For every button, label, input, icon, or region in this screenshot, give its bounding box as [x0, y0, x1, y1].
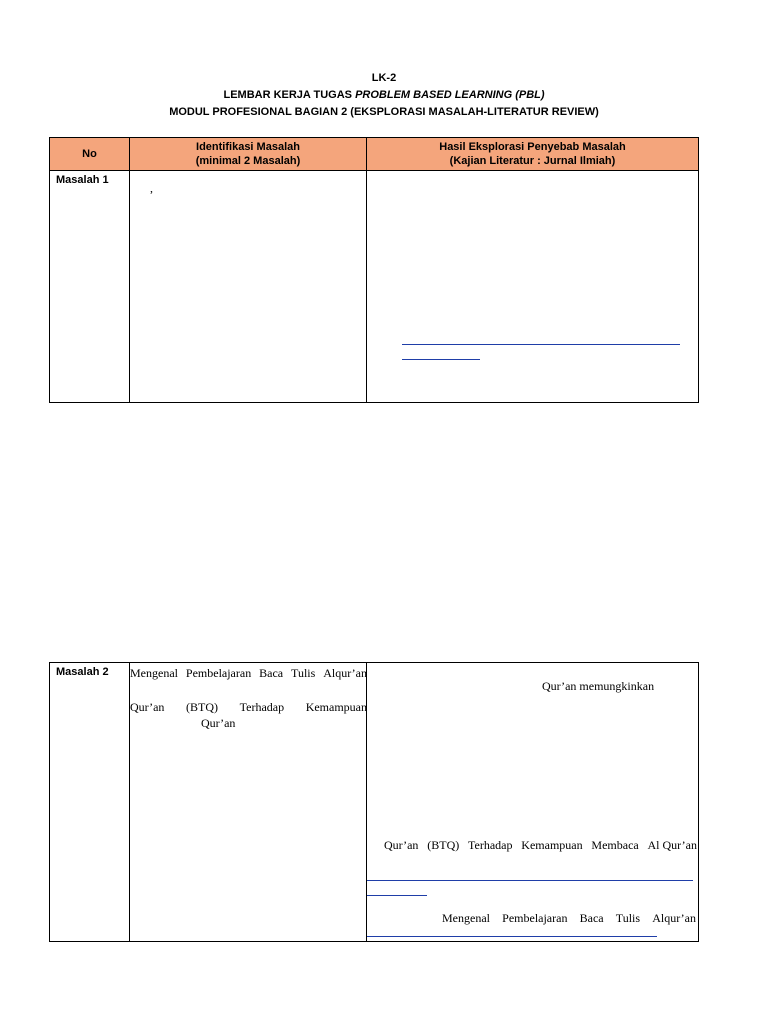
word: Terhadap — [239, 700, 285, 714]
worksheet-title — [0, 88, 768, 102]
worksheet-code: LK-2 — [371, 72, 397, 84]
worksheet-subtitle: MODUL PROFESIONAL BAGIAN 2 (EKSPLORASI MASALAH-LITERATUR REVIEW) — [169, 106, 599, 118]
word: Pembelajaran — [185, 666, 252, 680]
word: (BTQ) — [427, 838, 460, 852]
col-header-no-text: No — [82, 148, 97, 160]
identifikasi-cell-1 — [130, 171, 367, 403]
col-header-identifikasi-line1: Identifikasi Masalah — [196, 141, 300, 153]
word: Alqur’an — [323, 666, 367, 680]
col-header-hasil-line2: (Kajian Literatur : Jurnal Ilmiah) — [449, 155, 616, 167]
word: Mengenal — [130, 666, 178, 680]
reference-link-underline[interactable] — [367, 936, 657, 937]
identifikasi-line-3: Qur’an — [201, 716, 236, 730]
col-header-hasil — [367, 138, 699, 171]
identifikasi-line-2 — [130, 700, 367, 715]
table-row — [50, 663, 699, 942]
worksheet-table-page2 — [49, 662, 699, 942]
hasil-cell-2 — [367, 663, 699, 942]
reference-link-underline[interactable] — [402, 344, 680, 345]
identifikasi-cell-2 — [130, 663, 367, 942]
word: Mengenal — [442, 911, 490, 925]
word: Tulis — [615, 911, 641, 925]
cell-text: , — [150, 181, 153, 195]
col-header-identifikasi-line2: (minimal 2 Masalah) — [195, 155, 301, 167]
hasil-cell-1 — [367, 171, 699, 403]
row-label-masalah-1: Masalah 1 — [50, 171, 130, 403]
reference-link-underline[interactable] — [367, 880, 693, 881]
table-row — [50, 171, 699, 403]
hasil-line-1: Qur’an memungkinkan — [542, 679, 655, 693]
hasil-line-2 — [384, 838, 697, 853]
identifikasi-line-1 — [130, 666, 367, 681]
word: Terhadap — [468, 838, 513, 852]
word: Kemampuan — [521, 838, 583, 852]
word: Kemampuan — [305, 700, 367, 714]
word: Baca — [579, 911, 604, 925]
col-header-identifikasi — [130, 138, 367, 171]
col-header-no — [50, 138, 130, 171]
word: Tulis — [291, 666, 316, 680]
title-prefix: LEMBAR KERJA TUGAS — [223, 89, 356, 101]
row-label-masalah-2: Masalah 2 — [50, 663, 130, 942]
hasil-line-3 — [442, 911, 696, 926]
word: (BTQ) — [186, 700, 219, 714]
reference-link-underline[interactable] — [367, 895, 427, 896]
reference-link-underline[interactable] — [402, 359, 480, 360]
col-header-hasil-line1: Hasil Eksplorasi Penyebab Masalah — [439, 141, 626, 153]
word: Baca — [259, 666, 284, 680]
word: Qur’an — [130, 700, 165, 714]
word: Pembelajaran — [502, 911, 568, 925]
word: Alqur’an — [652, 911, 696, 925]
word: Al Qur’an — [647, 838, 697, 852]
word: Membaca — [591, 838, 639, 852]
worksheet-table-page1 — [49, 137, 699, 403]
title-italic: PROBLEM BASED LEARNING (PBL) — [355, 89, 545, 101]
table-header-row — [50, 138, 699, 171]
word: Qur’an — [384, 838, 419, 852]
